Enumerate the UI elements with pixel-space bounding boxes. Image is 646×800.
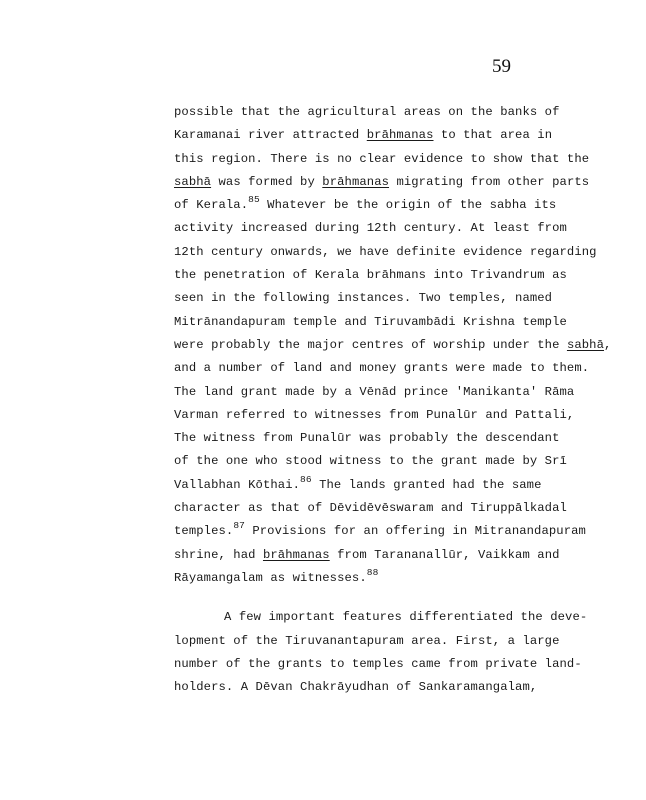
paragraph-gap [174,590,594,606]
underlined-term: brāhmanas [366,128,434,143]
text-line: Varman referred to witnesses from Punalūr and Pattali, [174,407,575,422]
page-number: 59 [492,56,511,77]
text-line: Vallabhan Kōthai.$^{86}$ The lands granted had the same [174,473,542,492]
text-line: shrine, had brāhmanas from Tarananallūr, Vaikkam and [174,547,560,562]
text-line: sabhā was formed by brāhmanas migrating from other parts [174,174,590,189]
text-line: of the one who stood witness to the grant made by Srī [174,454,567,469]
text-line: Mitrānandapuram temple and Tiruvambādi Krishna temple [174,314,567,329]
text-line: number of the grants to temples came from private land- [174,656,582,671]
footnote-ref-85: 85 [248,194,260,206]
footnote-ref-86: 86 [300,473,312,485]
underlined-term: sabhā [566,337,605,352]
text-line: The witness from Punalūr was probably the descendant [174,431,560,446]
text-line: The land grant made by a Vēnād prince 'Manikanta' Rāma [174,384,575,399]
underlined-term: brāhmanas [262,547,330,562]
text-line: holders. A Dēvan Chakrāyudhan of Sankaramangalam, [174,680,538,695]
text-line: lopment of the Tiruvanantapuram area. First, a large [174,633,560,648]
underlined-term: brāhmanas [322,174,390,189]
text-line: activity increased during 12th century. At least from [174,221,567,236]
text-line: A few important features differentiated the deve- [224,610,588,625]
paragraph-1 [174,101,612,590]
underlined-term: sabhā [174,174,212,189]
footnote-ref-87: 87 [233,520,245,532]
text-line: and a number of land and money grants were made to them. [174,361,590,376]
text-line: temples.$^{87}$ Provisions for an offering in Mitranandapuram [174,520,586,539]
text-line: were probably the major centres of worship under the sabhā, [174,337,612,352]
text-line: Karamanai river attracted brāhmanas to that area in [174,128,553,143]
body-text [174,101,612,699]
footnote-ref-88: 88 [366,566,379,578]
paragraph-2 [174,606,594,699]
text-line: 12th century onwards, we have definite evidence regarding [174,244,597,259]
text-line: character as that of Dēvidēvēswaram and Tiruppālkadal [174,501,567,516]
text-line: seen in the following instances. Two temples, named [174,291,553,306]
text-line: the penetration of Kerala brāhmans into Trivandrum as [174,268,567,283]
text-line: this region. There is no clear evidence to show that the [174,151,590,166]
text-line: Rāyamangalam as witnesses.$^{88}$ [174,566,379,585]
text-line: possible that the agricultural areas on the banks of [174,105,560,119]
text-line: of Kerala.$^{85}$ Whatever be the origin of the sabha its [174,194,557,213]
